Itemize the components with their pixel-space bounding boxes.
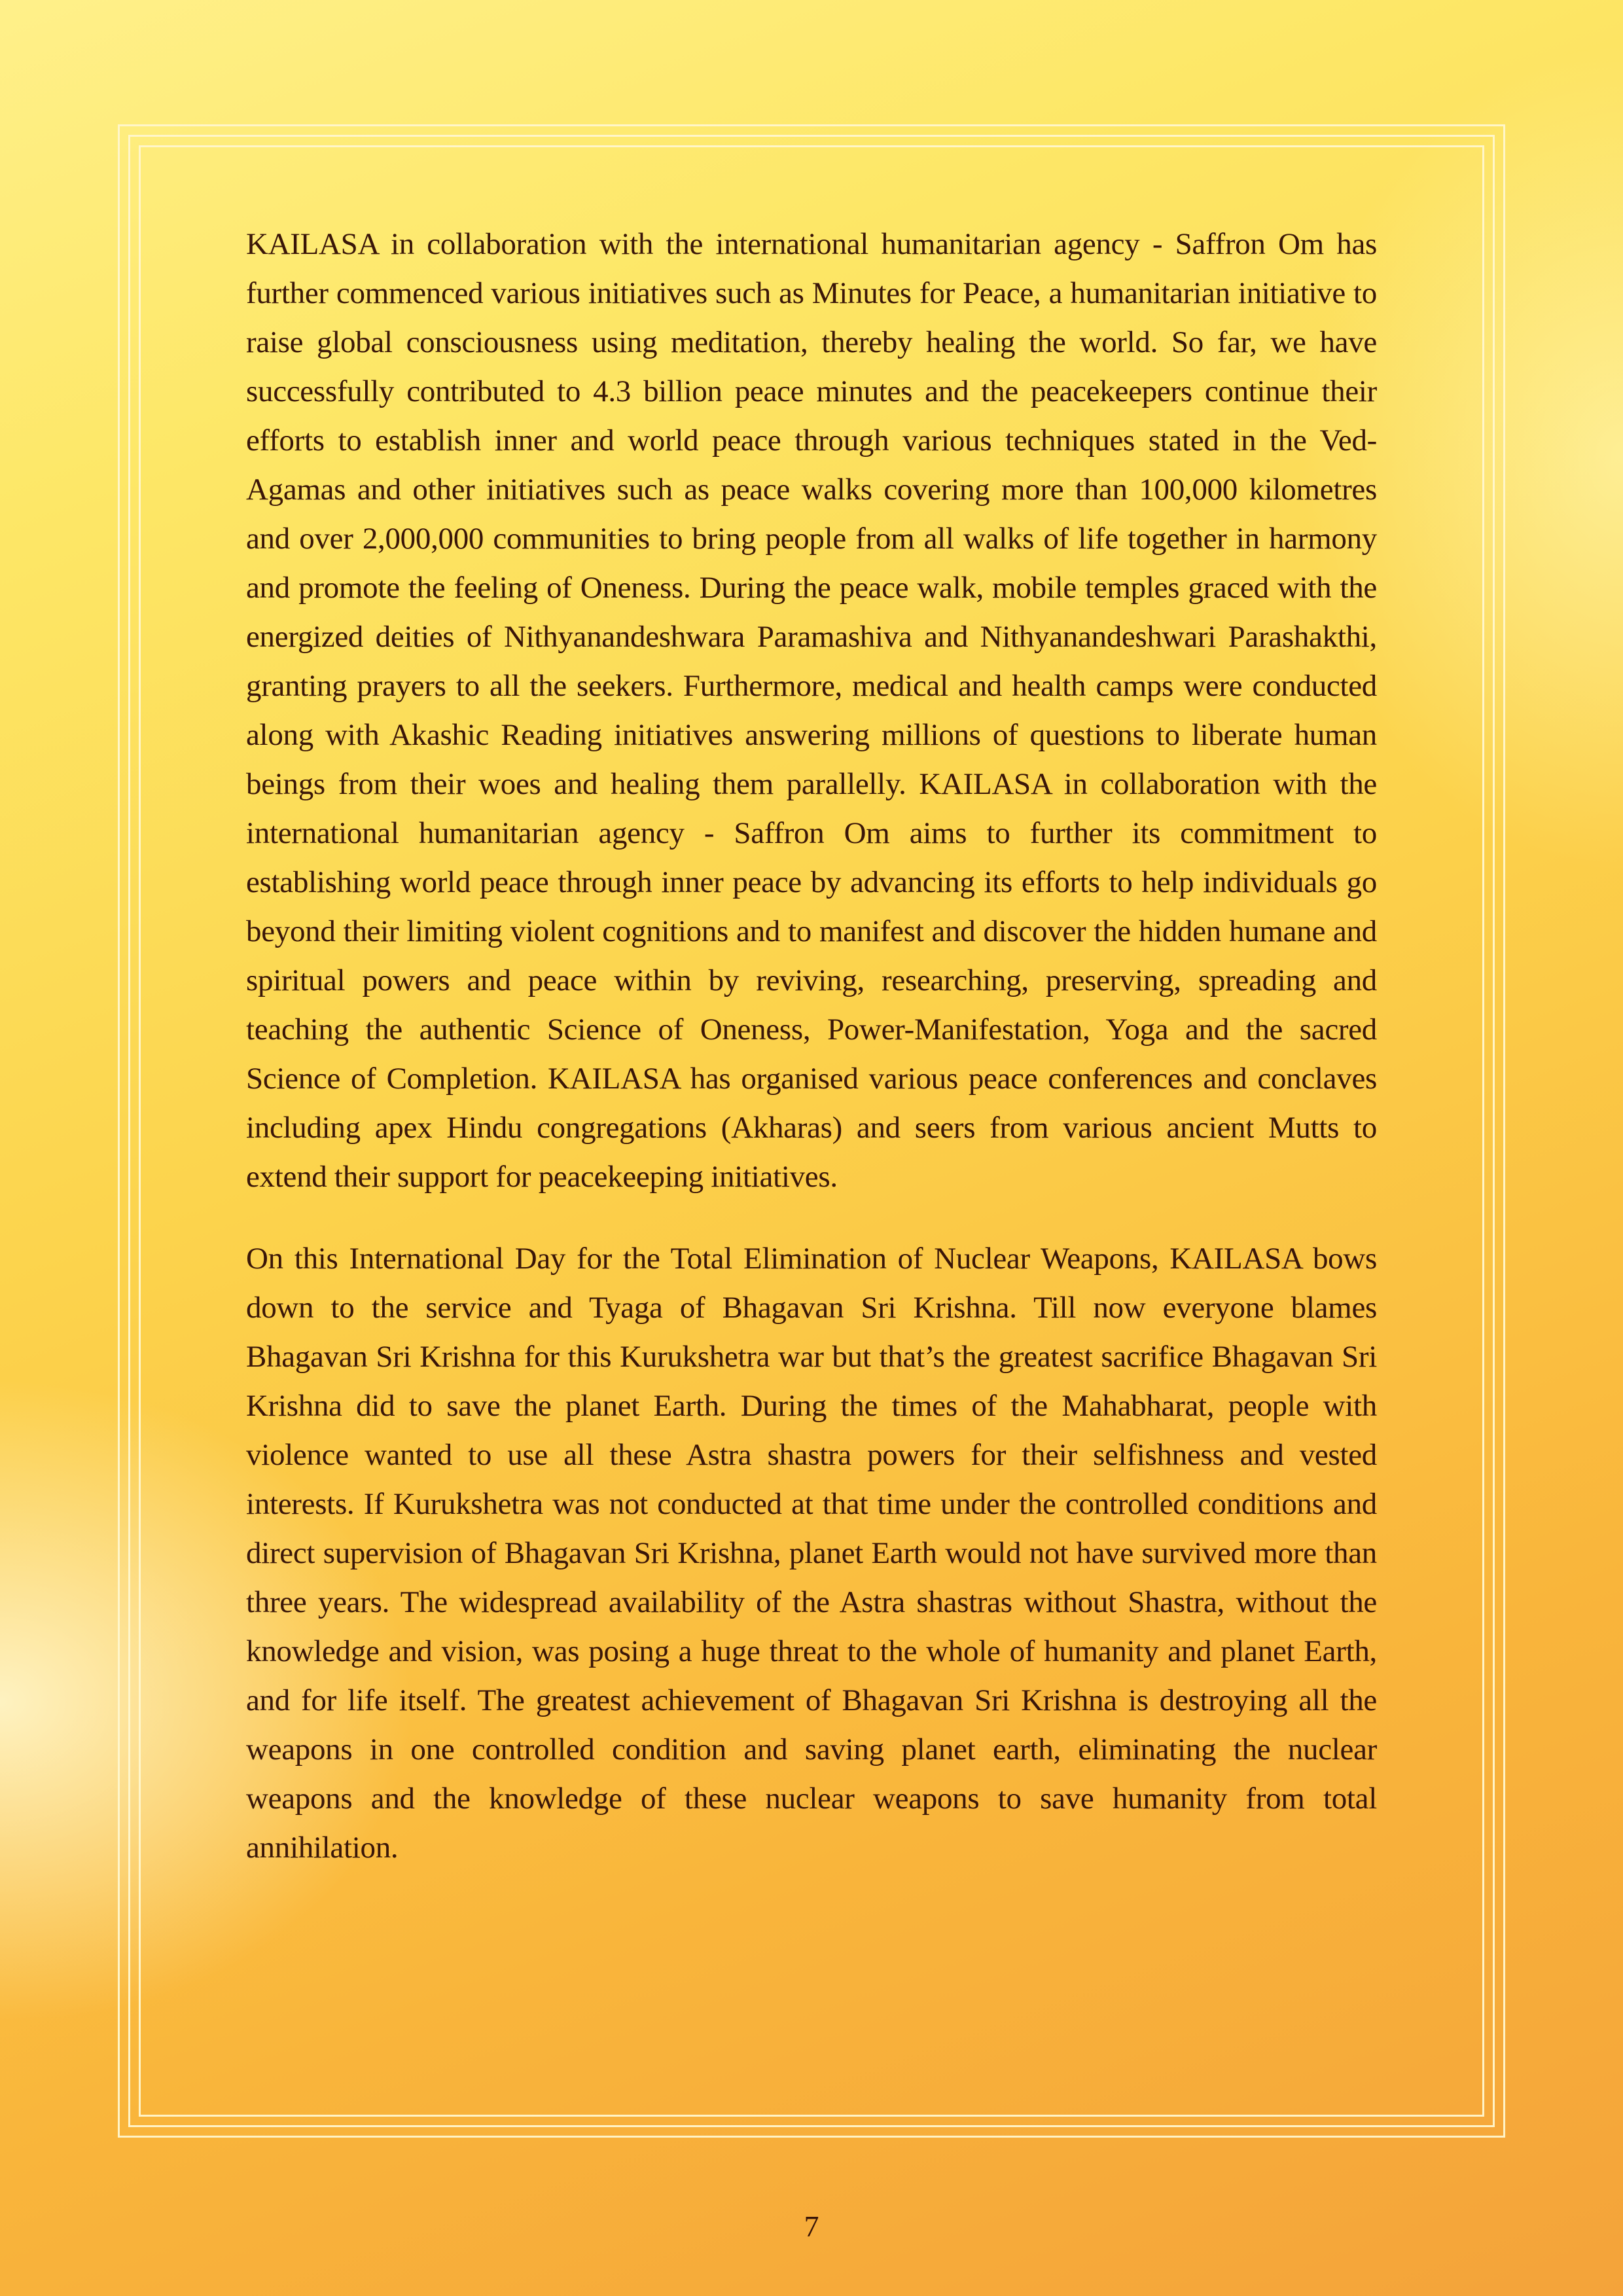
paragraph-saffron-om-initiatives: KAILASA in collaboration with the international humanitarian agency - Saffron Om has further commenced various initiatives such as Minutes for Peace, a humanitarian initiative to raise global consciousness using meditation, thereby healing the world. So far, we have successfully contributed to 4.3 billion peace minutes and the peacekeepers continue their efforts to establish inner and world peace through various techniques stated in the Ved-Agamas and other initiatives such as peace walks covering more than 100,000 kilometres and over 2,000,000 communities to bring people from all walks of life together in harmony and promote the feeling of Oneness. During the peace walk, mobile temples graced with the energized deities of Nithyanandeshwara Paramashiva and Nithyanandeshwari Parashakthi, granting prayers to all the seekers. Furthermore, medical and health camps were conducted along with Akashic Reading initiatives answering millions of questions to liberate human beings from their woes and healing them parallelly. KAILASA in collaboration with the international humanitarian agency - Saffron Om aims to further its commitment to establishing world peace through inner peace by advancing its efforts to help individuals go beyond their limiting violent cognitions and to manifest and discover the hidden humane and spiritual powers and peace within by reviving, researching, preserving, spreading and teaching the authentic Science of Oneness, Power-Manifestation, Yoga and the sacred Science of Completion. KAILASA has organised various peace conferences and conclaves including apex Hindu congregations (Akharas) and seers from various ancient Mutts to extend their support for peacekeeping initiatives. [246,227,1377,1194]
page-number: 7 [804,2210,819,2243]
body-text [246,220,1377,1873]
paragraph-nuclear-weapons-day: On this International Day for the Total Elimination of Nuclear Weapons, KAILASA bows down to the service and Tyaga of Bhagavan Sri Krishna. Till now everyone blames Bhagavan Sri Krishna for this Kurukshetra war but that’s the greatest sacrifice Bhagavan Sri Krishna did to save the planet Earth. During the times of the Mahabharat, people with violence wanted to use all these Astra shastra powers for their selfishness and vested interests. If Kurukshetra was not conducted at that time under the controlled conditions and direct supervision of Bhagavan Sri Krishna, planet Earth would not have survived more than three years. The widespread availability of the Astra shastras without Shastra, without the knowledge and vision, was posing a huge threat to the whole of humanity and planet Earth, and for life itself. The greatest achievement of Bhagavan Sri Krishna is destroying all the weapons in one controlled condition and saving planet earth, eliminating the nuclear weapons and the knowledge of these nuclear weapons to save humanity from total annihilation. [246,1242,1377,1865]
